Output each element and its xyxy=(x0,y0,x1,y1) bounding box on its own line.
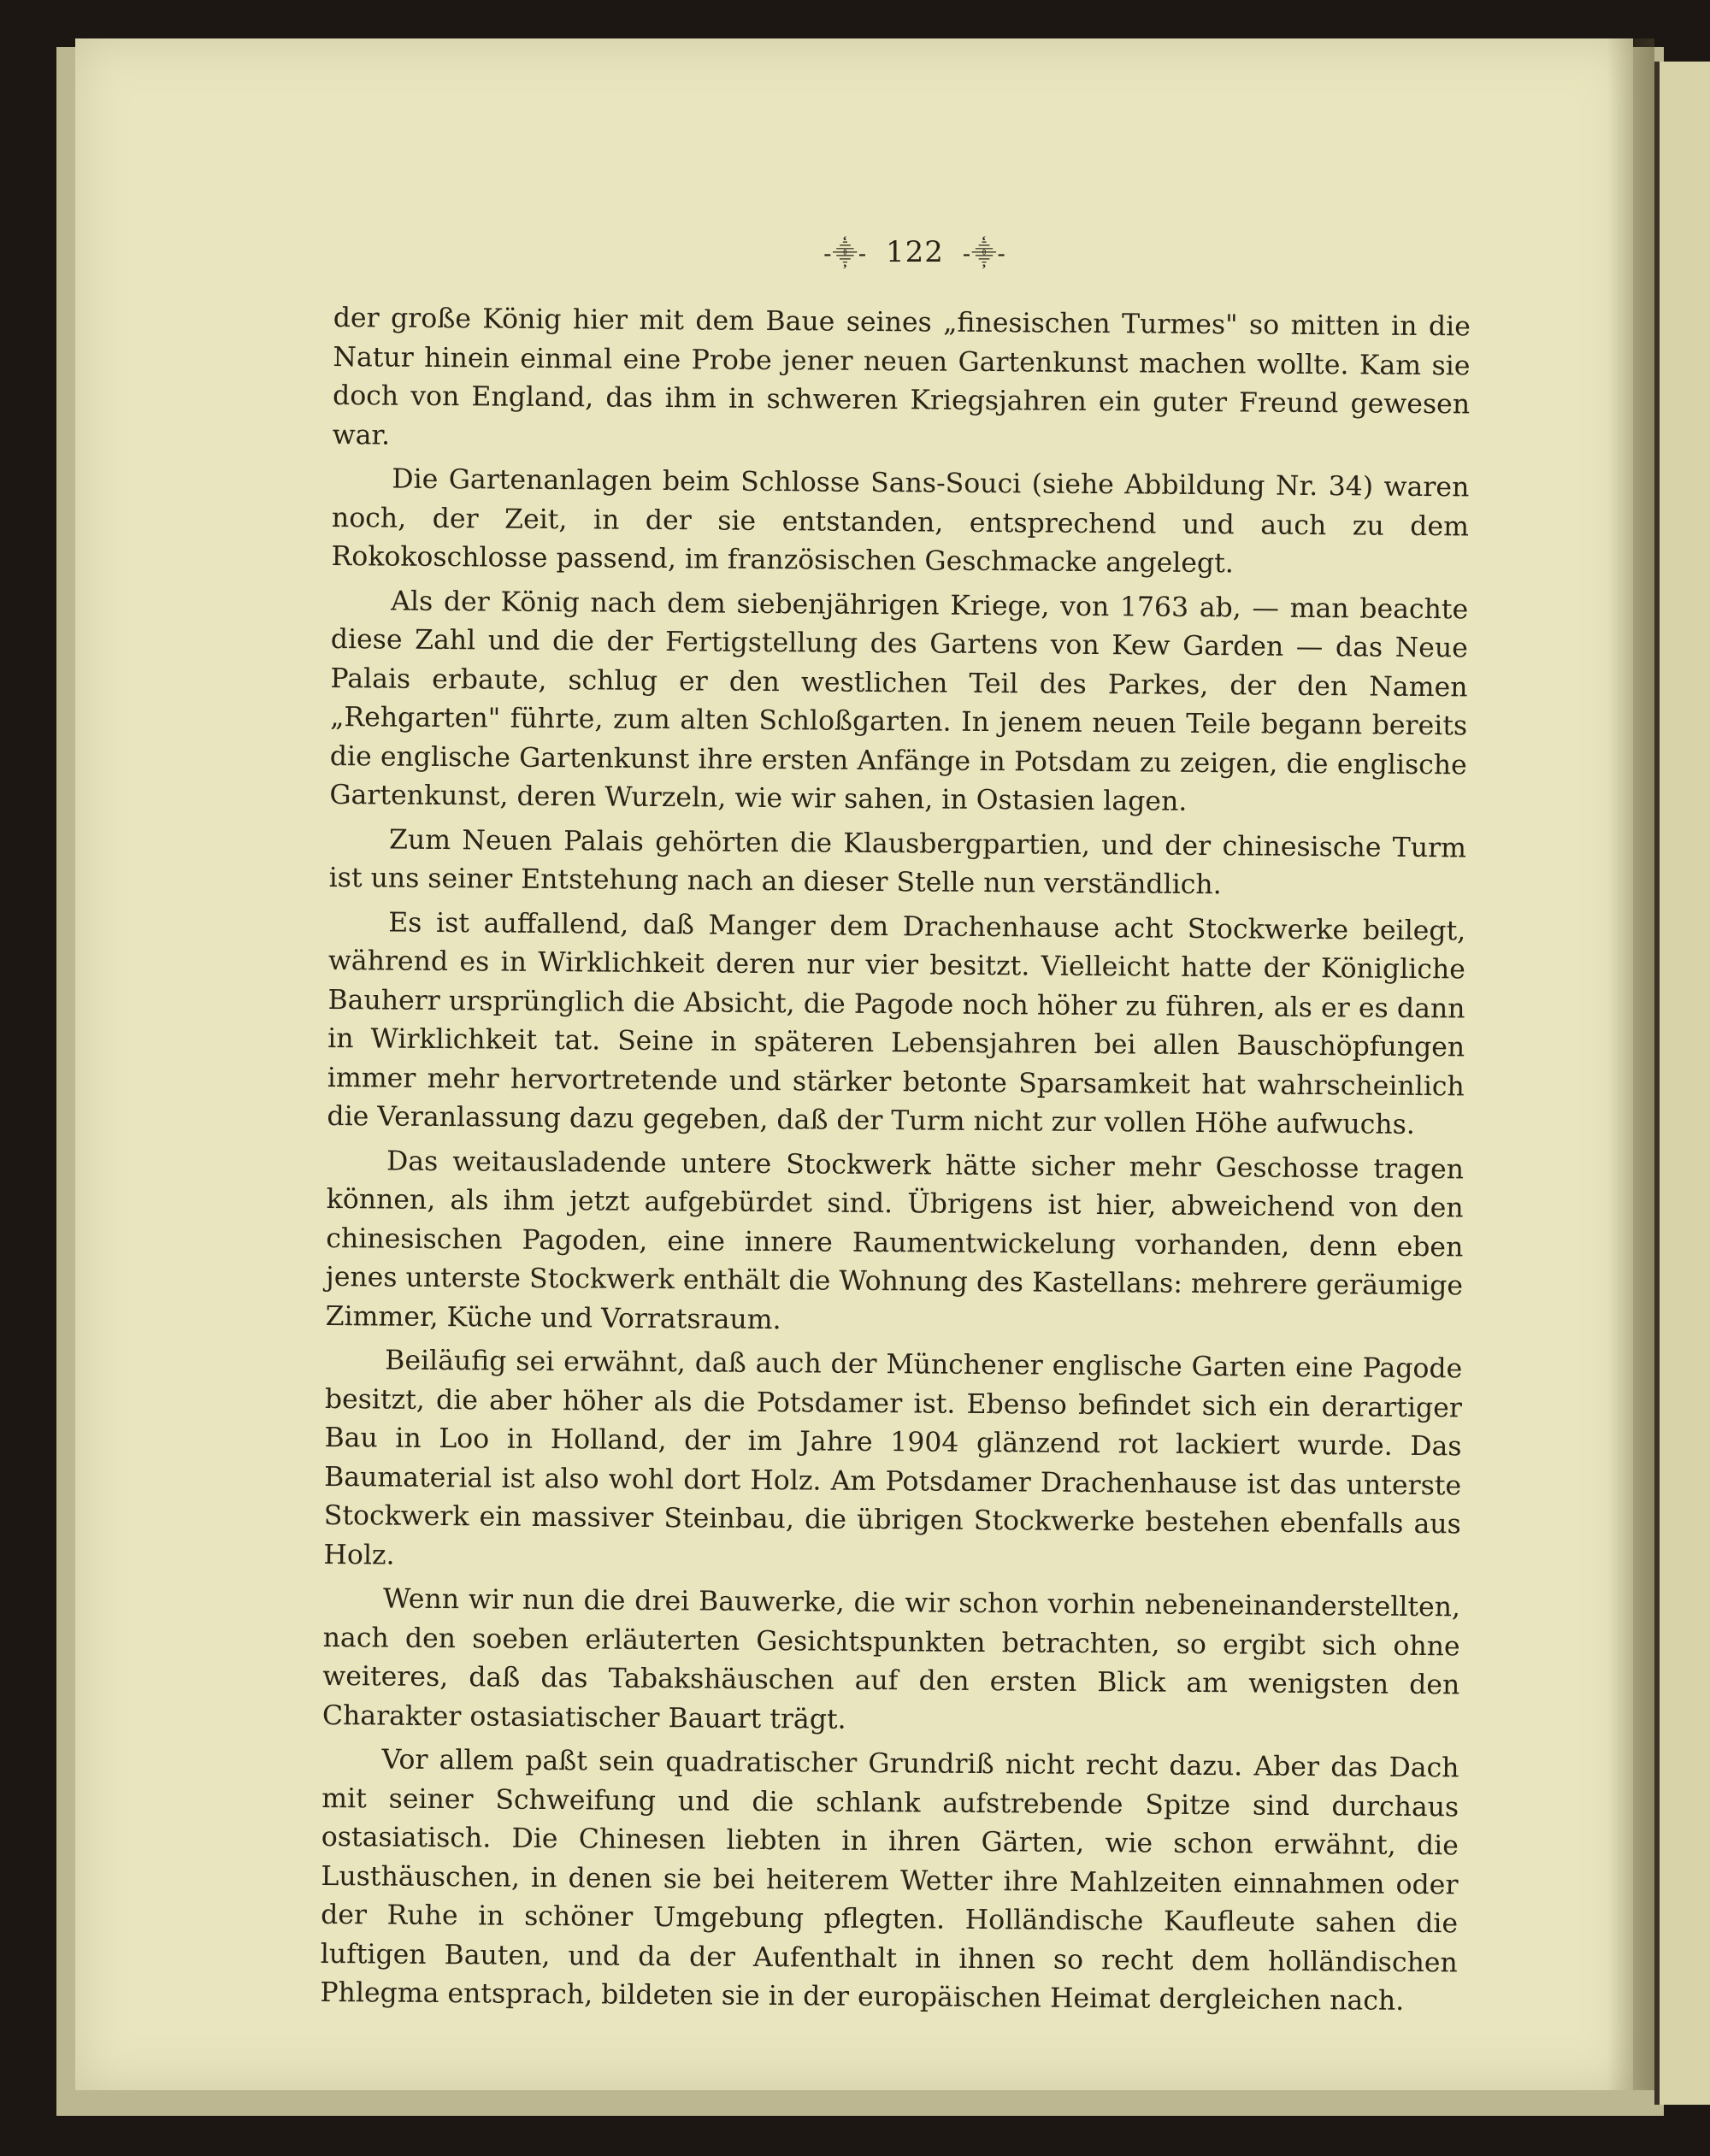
ornament-left-icon: -⸎- xyxy=(823,239,868,268)
paragraph-7: Beiläufig sei erwähnt, daß auch der Münchener englische Garten eine Pagode besitzt, die aber höher als die Potsdamer ist. Ebenso befindet sich ein derartiger Bau in Loo in Holland, der im Jahre 1904 glänzend rot lackiert wurde. Das Baumaterial ist also wohl dort Holz. Am Potsdamer Drachenhause ist das unterste Stockwerk ein massiver Steinbau, die übrigen Stockwerke bestehen ebenfalls aus Holz. xyxy=(323,1345,1463,1571)
paragraph-3: Als der König nach dem siebenjährigen Kriege, von 1763 ab, — man beachte diese Zahl und die der Fertigstellung des Gartens von Kew Garden — das Neue Palais erbaute, schlug er den westlichen Teil des Parkes, der den Namen „Rehgarten" führte, zum alten Schloßgarten. In jenem neuen Teile begann bereits die englische Gartenkunst ihre ersten Anfänge in Potsdam zu zeigen, die englische Gartenkunst, deren Wurzeln, wie wir sahen, in Ostasien lagen. xyxy=(329,586,1469,817)
paragraph-5: Es ist auffallend, daß Manger dem Drachenhause acht Stockwerke beilegt, während es in Wirklichkeit deren nur vier besitzt. Vielleicht hatte der Königliche Bauherr ursprünglich die Absicht, die Pagode noch höher zu führen, als er es dann in Wirklichkeit tat. Seine in späteren Lebensjahren bei allen Bauschöpfungen immer mehr hervortretende und stärker betonte Sparsamkeit hat wahrscheinlich die Veranlassung dazu gegeben, daß der Turm nicht zur vollen Höhe aufwuchs. xyxy=(327,907,1466,1140)
page-number xyxy=(804,235,1026,269)
facing-page-edge xyxy=(1654,62,1710,2105)
paragraph-8: Wenn wir nun die drei Bauwerke, die wir schon vorhin nebeneinanderstellten, nach den soeben erläuterten Gesichtspunkten betrachten, so ergibt sich ohne weiteres, daß das Tabakshäuschen auf den ersten Blick am wenigsten den Charakter ostasiatischer Bauart trägt. xyxy=(321,1583,1461,1735)
paragraph-9: Vor allem paßt sein quadratischer Grundriß nicht recht dazu. Aber das Dach mit seiner Schweifung und die schlank aufstrebende Spitze sind durchaus ostasiatisch. Die Chinesen liebten in ihren Gärten, wie schon erwähnt, die Lusthäuschen, in denen sie bei heiterem Wetter ihre Mahlzeiten einnahmen oder der Ruhe in schöner Umgebung pflegten. Holländische Kaufleute sahen die luftigen Bauten, und da der Aufenthalt in ihnen so recht dem holländischen Phlegma entsprach, bildeten sie in der europäischen Heimat dergleichen nach. xyxy=(320,1744,1459,2017)
gutter-shadow xyxy=(1607,38,1654,2090)
paragraph-6: Das weitausladende untere Stockwerk hätte sicher mehr Geschosse tragen können, als ihm jetzt aufgebürdet sind. Übrigens ist hier, abweichend von den chinesischen Pagoden, eine innere Raumentwickelung vorhanden, denn eben jenes unterste Stockwerk enthält die Wohnung des Kastellans: mehrere geräumige Zimmer, Küche und Vorratsraum. xyxy=(325,1146,1465,1335)
page-number-text: 122 xyxy=(886,235,944,269)
paragraph-2: Die Gartenanlagen beim Schlosse Sans-Souci (siehe Abbildung Nr. 34) waren noch, der Zeit, in der sie entstanden, entsprechend und auch zu dem Rokokoschlosse passend, im französischen Geschmacke angelegt. xyxy=(331,463,1470,580)
ornament-right-icon: -⸎- xyxy=(962,239,1006,268)
paragraph-1: der große König hier mit dem Baue seines „finesischen Turmes" so mitten in die Natur hinein einmal eine Probe jener neuen Gartenkunst machen wollte. Kam sie doch von England, das ihm in schweren Kriegsjahren ein guter Freund gewesen war. xyxy=(332,302,1471,451)
paragraph-4: Zum Neuen Palais gehörten die Klausbergpartien, und der chinesische Turm ist uns seiner Entstehung nach an dieser Stelle nun verständlich. xyxy=(328,824,1467,901)
body-text xyxy=(320,299,1471,2027)
